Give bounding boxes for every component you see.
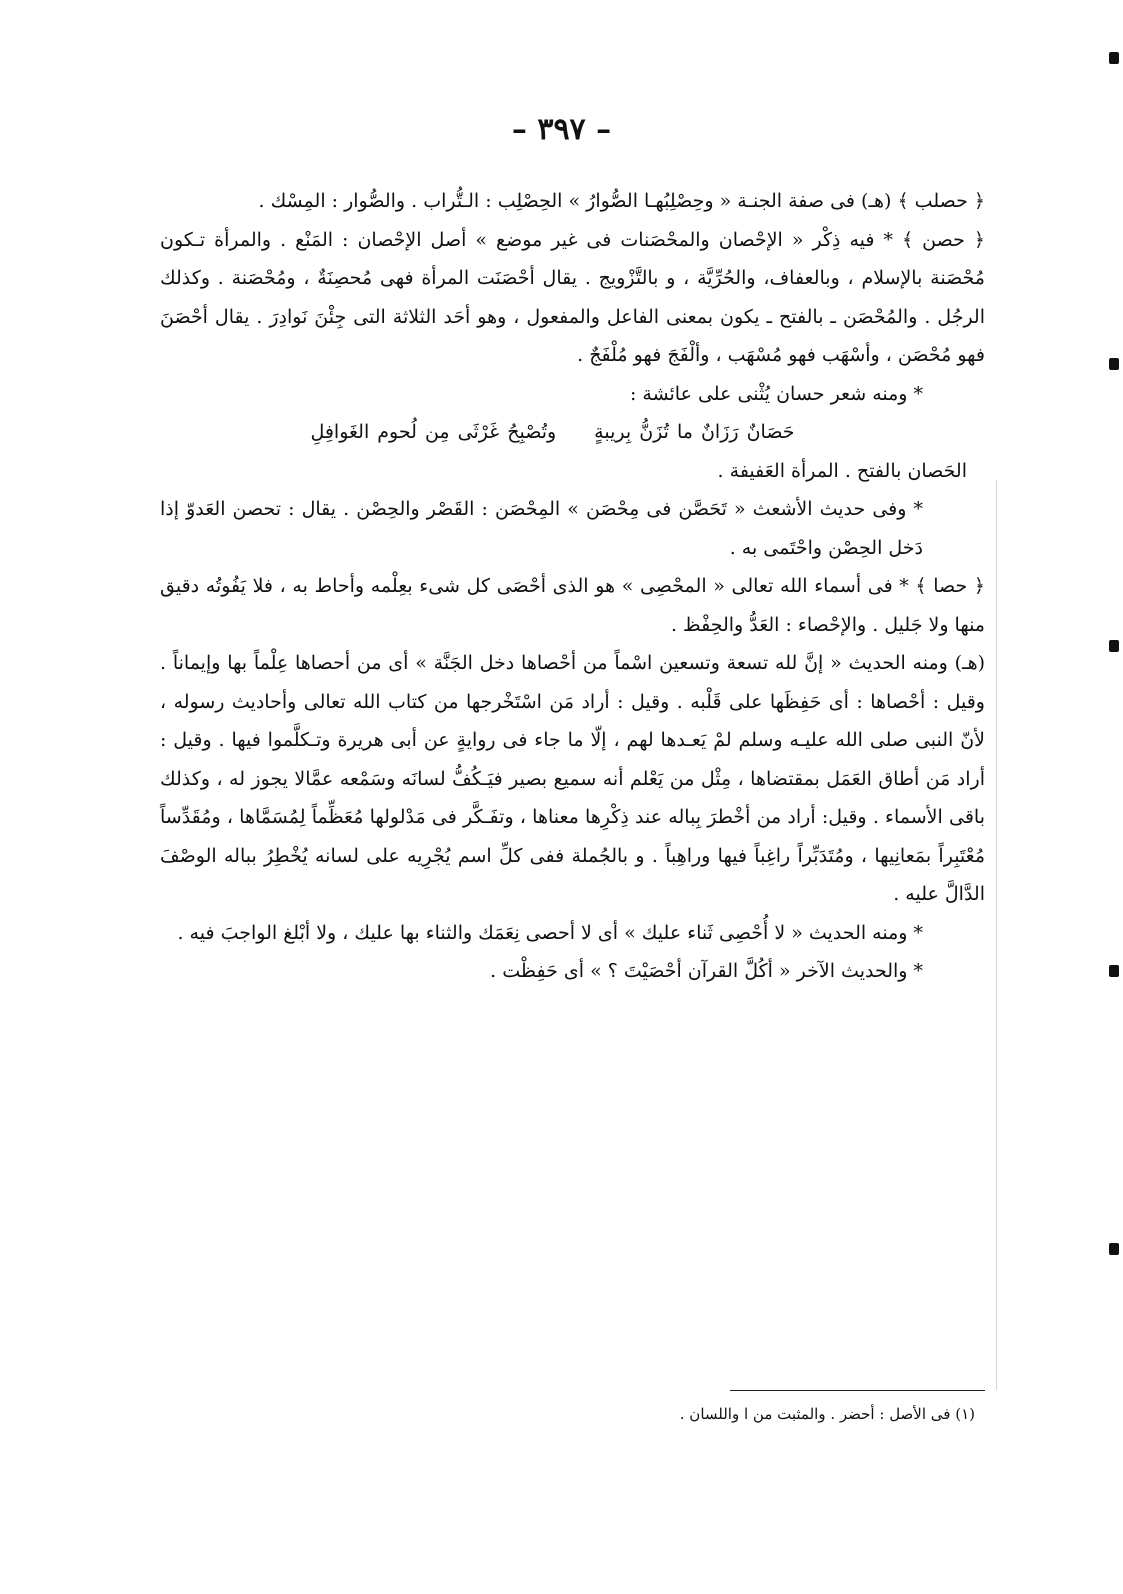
poem-verse <box>160 413 985 452</box>
edge-mark-3 <box>1109 640 1119 652</box>
hassan-poem-intro: * ومنه شعر حسان يُثْنى على عائشة : <box>629 382 923 405</box>
verse-second-hemistich: وتُصْبِحُ غَرْثَى مِن لُحوم الغَوافِلِ <box>310 421 557 443</box>
main-text <box>160 182 985 991</box>
page-number: – ٣٩٧ – <box>511 112 612 147</box>
verse-first-hemistich: حَصَانٌ رَزَانٌ ما تُزَنُّ بِريبةٍ <box>594 421 795 443</box>
entry-hasa: ﴿ حصا ﴾ * فى أسماء الله تعالى « المحْصِى » هو الذى أحْصَى كل شىء بعِلْمه وأحاط به ، فلا يَفُوتُه دقيق منها ولا جَليل . والإحْصاء : العَدُّ والحِفْظ . <box>160 575 985 636</box>
edge-mark-2 <box>1109 358 1119 370</box>
footnote-separator <box>730 1390 985 1391</box>
ashath-hadith: * وفى حديث الأشعث « تَحَصَّن فى مِحْصَن » المِحْصَن : القَصْر والحِصْن . يقال : تحصن العَدوّ إذا دَخل الحِصْن واحْتَمى به . <box>160 498 923 559</box>
hasan-definition: الحَصان بالفتح . المرأة العَفيفة . <box>717 459 967 482</box>
footnote: (١) فى الأصل : أحضر . والمثبت من ا واللسان . <box>679 1405 975 1423</box>
quran-hadith: * والحديث الآخر « أكُلَّ القرآن أحْصَيْتَ ؟ » أى حَفِظْت . <box>490 960 923 982</box>
edge-mark-4 <box>1109 965 1119 977</box>
edge-mark-1 <box>1109 52 1119 64</box>
entry-hislib: ﴿ حصلب ﴾ (هـ) فى صفة الجنـة « وحِصْلِبُهـا الصُّوارُ » الحِصْلِب : الـتُّراب . والصُّوار : المِسْك . <box>258 190 985 212</box>
la-uhsi-hadith: * ومنه الحديث « لا أُحْصِى ثَناء عليك » أى لا أحصى نِعَمَك والثناء بها عليك ، ولا أبْلغ الواجبَ فيه . <box>177 921 923 944</box>
entry-hisn: ﴿ حصن ﴾ * فيه ذِكْر « الإحْصان والمحْصَنات فى غير موضع » أصل الإحْصان : المَنْع . والمرأة تـكون مُحْصَنة بالإسلام ، وبالعفاف، والحُرِّيَّة ، و بالتَّزْويج . يقال أحْصَنَت المرأة فهى مُحصِنَةٌ ، ومُحْصَنة . وكذلك الرجُل . والمُحْصَن ـ بالفتح ـ يكون بمعنى الفاعل والمفعول ، وهو أحَد الثلاثة التى جِئْنَ نَوادِرَ . يقال أحْصَنَ فهو مُحْصَن ، وأسْهَب فهو مُسْهَب ، وألْفَجَ فهو مُلْفَجٌ . <box>160 228 985 366</box>
ninety-nine-names-hadith: (هـ) ومنه الحديث « إنَّ لله تسعة وتسعين اسْماً من أحْصاها دخل الجَنَّة » أى من أحصاها عِلْماً بها وإيماناً . وقيل : أحْصاها : أى حَفِظَها على قَلْبه . وقيل : أراد مَن اسْتَخْرجها من كتاب الله تعالى وأحاديث رسوله ، لأنّ النبى صلى الله عليـه وسلم لمْ يَعـدها لهم ، إلّا ما جاء فى روايةٍ عن أبى هريرة وتـكلَّموا فيها . وقيل : أراد مَن أطاق العَمَل بمقتضاها ، مِثْل من يَعْلم أنه سميع بصير فيَـكُفُّ لسانَه وسَمْعه عمَّالا يجوز له ، وكذلك باقى الأسماء . وقيل: أراد من أخْطرَ بِباله عند ذِكْرِها معناها ، وتفَـكَّر فى مَدْلولها مُعَظِّماً لِمُسَمَّاها ، ومُقَدِّساً مُعْتَبِراً بمَعانِيها ، ومُتَدَبِّراً راغِباً فيها وراهِباً . و بالجُملة ففى كلِّ اسم يُجْرِيه على لسانه يُخْطِرُ بباله الوصْفَ الدَّالَّ عليه . <box>160 652 985 905</box>
edge-mark-5 <box>1109 1243 1119 1255</box>
margin-line <box>996 480 997 1390</box>
